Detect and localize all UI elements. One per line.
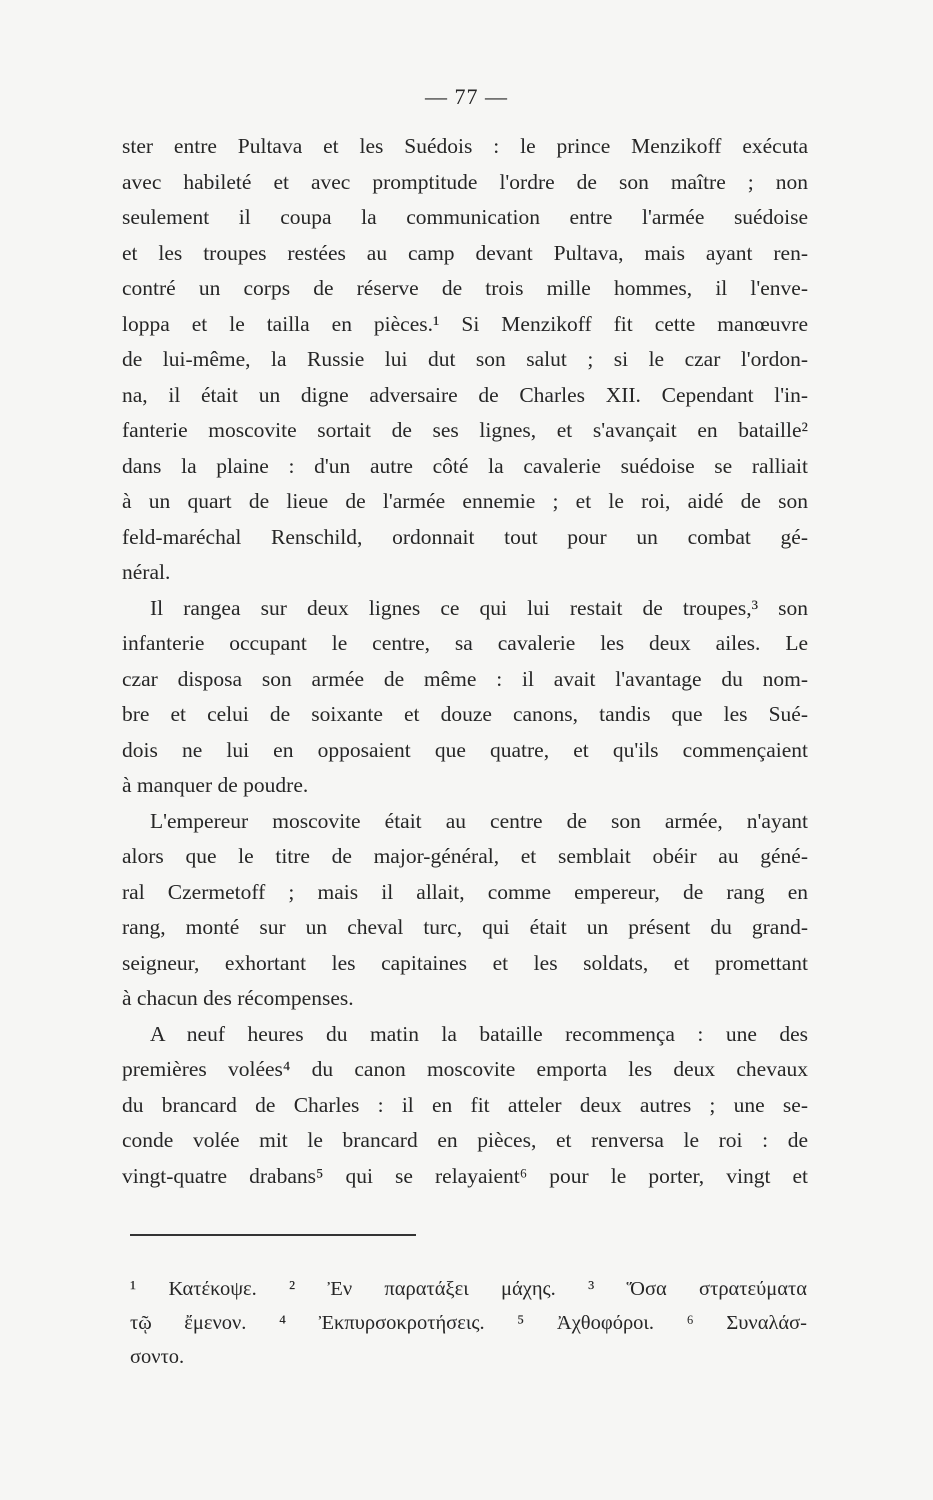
text-line: feld-maréchal Renschild, ordonnait tout pour un combat gé- [122, 524, 808, 549]
text-line: L'empereur moscovite était au centre de son armée, n'ayant [150, 808, 808, 833]
text-line: bre et celui de soixante et douze canons, tandis que les Sué- [122, 702, 808, 726]
text-line: seulement il coupa la communication entre l'armée suédoise [122, 205, 808, 229]
text-line: ster entre Pultava et les Suédois : le prince Menzikoff exécuta [122, 134, 808, 158]
text-line: à chacun des récompenses. [122, 986, 354, 1010]
text-line: premières volées⁴ du canon moscovite emporta les deux chevaux [122, 1057, 808, 1081]
text-line: conde volée mit le brancard en pièces, et renversa le roi : de [122, 1128, 808, 1152]
footnote-line: τῷ ἔμενον. ⁴ Ἐκπυρσοκροτήσεις. ⁵ Ἀχθοφόροι. ⁶ Συναλάσ- [130, 1312, 807, 1334]
text-line: rang, monté sur un cheval turc, qui était un présent du grand- [122, 915, 808, 939]
text-line: du brancard de Charles : il en fit atteler deux autres ; une se- [122, 1092, 808, 1117]
text-line: néral. [122, 560, 171, 584]
footnotes [130, 1272, 807, 1374]
text-line: dois ne lui en opposaient que quatre, et qu'ils commençaient [122, 737, 808, 762]
text-line: infanterie occupant le centre, sa cavalerie les deux ailes. Le [122, 631, 808, 655]
text-line: seigneur, exhortant les capitaines et les soldats, et promettant [122, 950, 808, 975]
body-text [122, 129, 808, 1194]
text-line: vingt-quatre drabans⁵ qui se relayaient⁶ pour le porter, vingt et [122, 1163, 808, 1188]
text-line: dans la plaine : d'un autre côté la cavalerie suédoise se ralliait [122, 453, 808, 478]
text-line: alors que le titre de major-général, et semblait obéir au géné- [122, 844, 808, 868]
page-number: — 77 — [425, 84, 508, 109]
text-line: à manquer de poudre. [122, 773, 309, 797]
footnote-line: ¹ Κατέκοψε. ² Ἐν παρατάξει μάχης. ³ Ὅσα στρατεύματα [130, 1278, 807, 1300]
text-line: na, il était un digne adversaire de Charles XII. Cependant l'in- [122, 382, 808, 407]
footnote-rule [130, 1234, 416, 1236]
text-line: A neuf heures du matin la bataille recommença : une des [150, 1021, 808, 1046]
text-line: contré un corps de réserve de trois mille hommes, il l'enve- [122, 276, 808, 300]
footnote-line: σοντο. [130, 1346, 185, 1368]
text-line: avec habileté et avec promptitude l'ordre de son maître ; non [122, 169, 808, 194]
text-line: Il rangea sur deux lignes ce qui lui restait de troupes,³ son [150, 595, 808, 620]
text-line: de lui-même, la Russie lui dut son salut ; si le czar l'ordon- [122, 347, 808, 371]
text-line: et les troupes restées au camp devant Pultava, mais ayant ren- [122, 240, 808, 265]
text-line: fanterie moscovite sortait de ses lignes, et s'avançait en bataille² [122, 418, 808, 442]
text-line: à un quart de lieue de l'armée ennemie ; et le roi, aidé de son [122, 489, 808, 513]
text-line: czar disposa son armée de même : il avait l'avantage du nom- [122, 666, 808, 691]
text-line: ral Czermetoff ; mais il allait, comme empereur, de rang en [122, 879, 808, 904]
text-line: loppa et le tailla en pièces.¹ Si Menzikoff fit cette manœuvre [122, 311, 808, 336]
